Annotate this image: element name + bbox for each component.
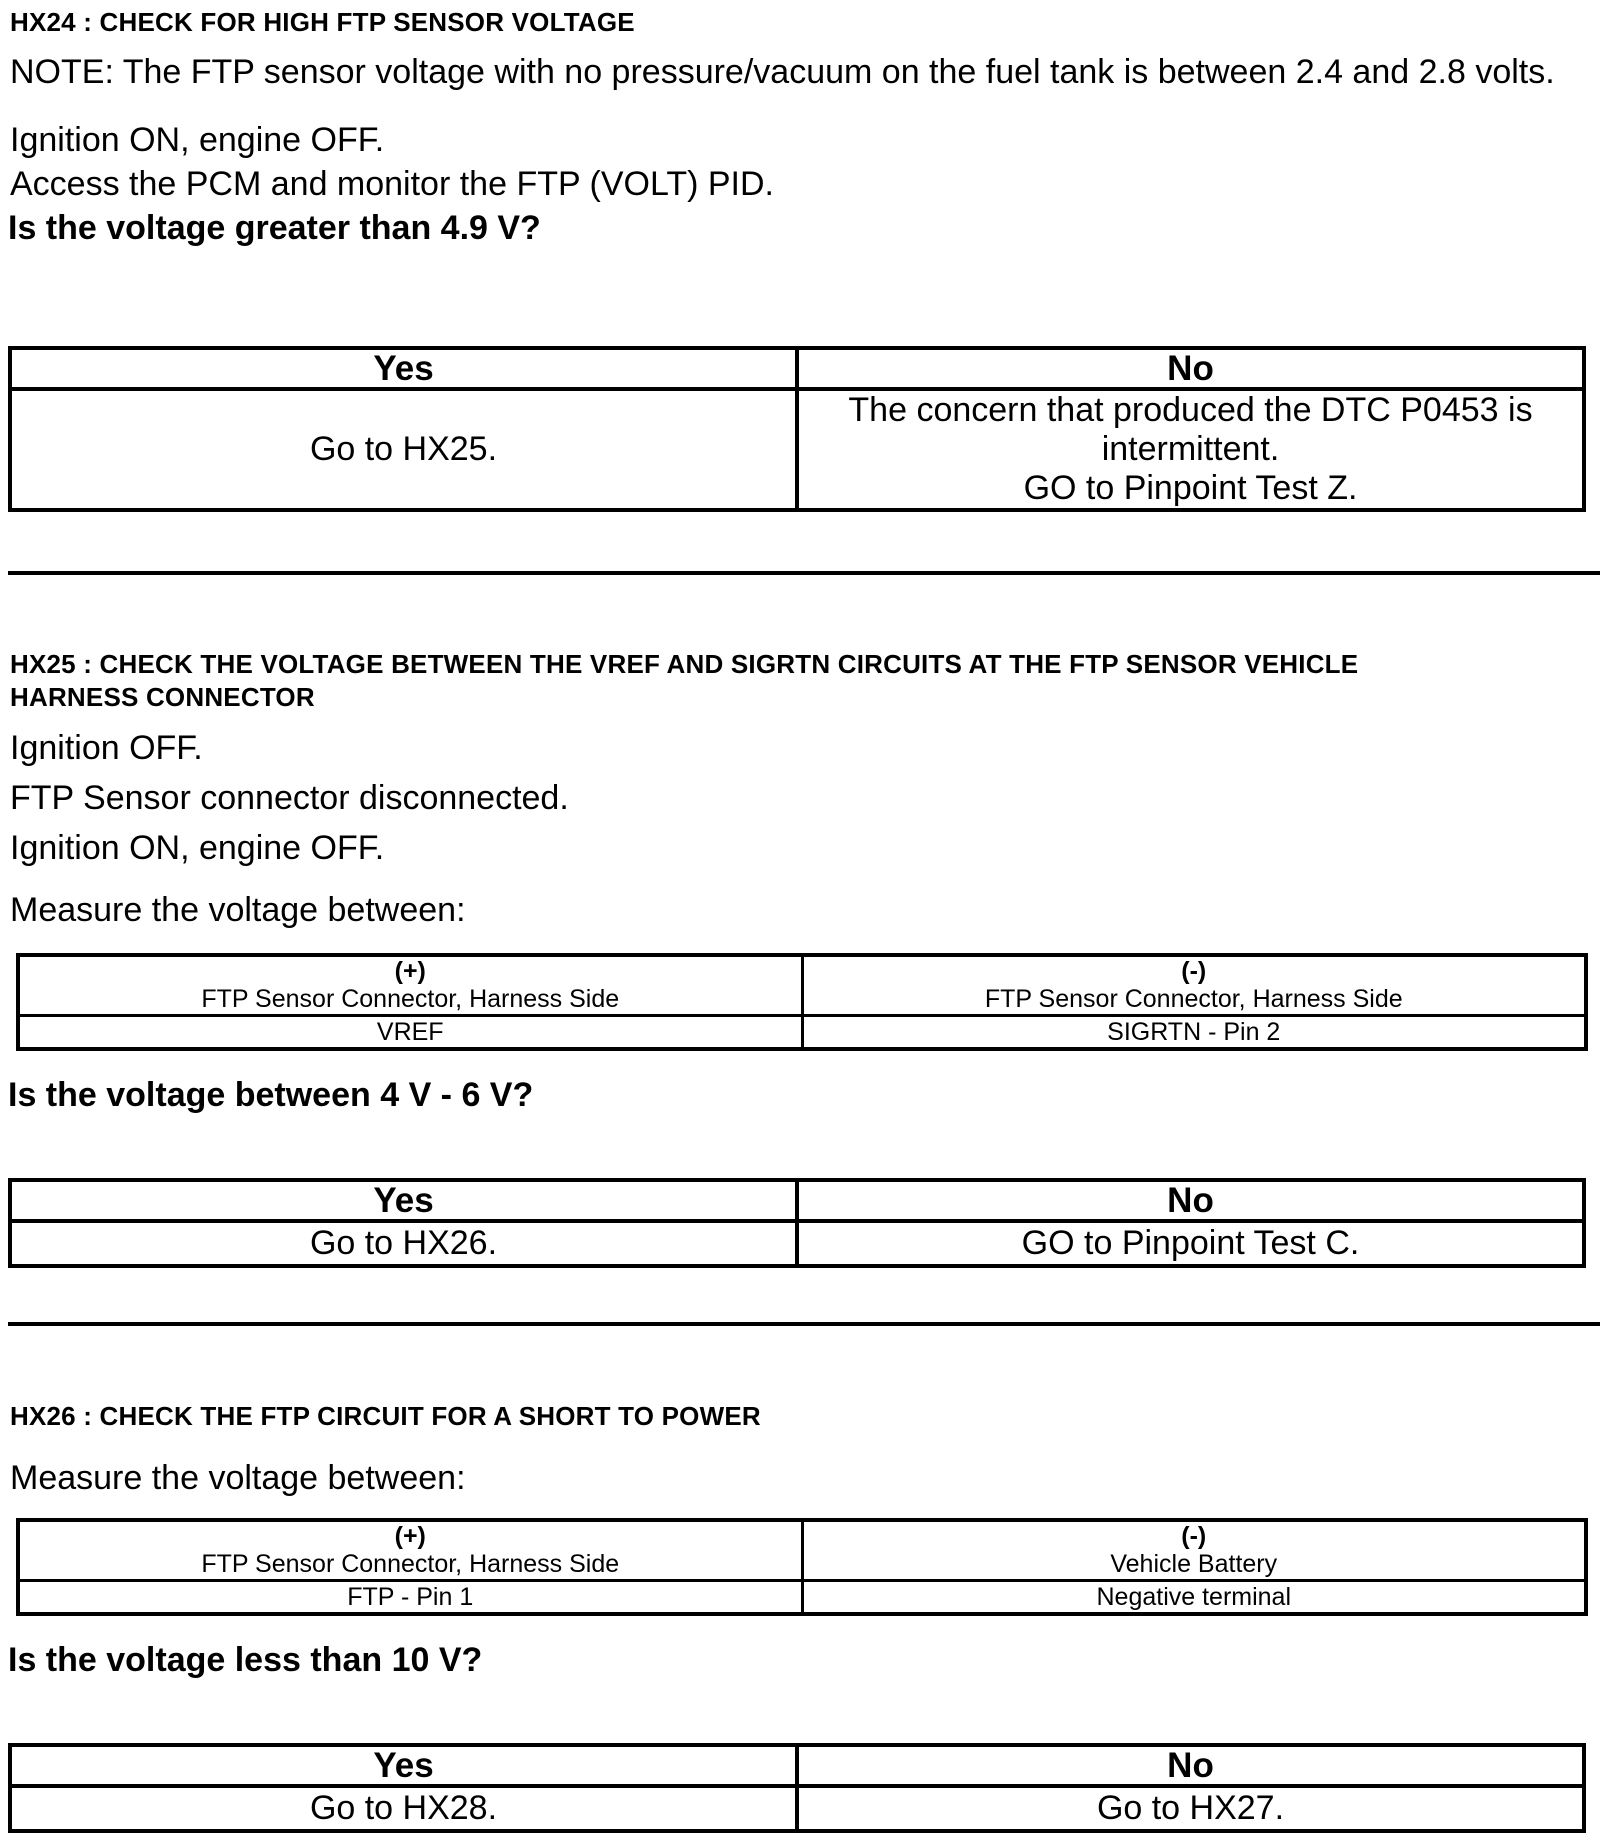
step-hx24-note: NOTE: The FTP sensor voltage with no pressure/vacuum on the fuel tank is between 2.4 and 2.8 volts. (10, 53, 1555, 91)
no-header: No (797, 1745, 1584, 1786)
step-hx25-instruction: Ignition OFF. (10, 729, 203, 767)
no-action-line: GO to Pinpoint Test Z. (1023, 469, 1358, 507)
step-hx25-instruction: FTP Sensor connector disconnected. (10, 779, 569, 817)
step-hx25-instruction: Measure the voltage between: (10, 891, 466, 929)
positive-probe-point: VREF (18, 1015, 802, 1049)
section-divider (8, 1322, 1600, 1326)
step-hx24-instruction: Ignition ON, engine OFF. (10, 121, 385, 159)
step-hx25-title-line: HX25 : CHECK THE VOLTAGE BETWEEN THE VREF AND SIGRTN CIRCUITS AT THE FTP SENSOR VEHICLE (10, 649, 1359, 679)
negative-probe-location: FTP Sensor Connector, Harness Side (984, 985, 1403, 1014)
positive-sign: (+) (394, 1522, 426, 1551)
no-action: GO to Pinpoint Test C. (797, 1221, 1584, 1266)
negative-sign: (-) (1181, 1522, 1207, 1551)
positive-sign: (+) (394, 957, 426, 986)
step-hx24-instruction: Access the PCM and monitor the FTP (VOLT) PID. (10, 165, 774, 203)
step-hx25-measure-table (16, 953, 1588, 1051)
positive-probe-header (18, 1520, 802, 1580)
no-header: No (797, 1180, 1584, 1221)
positive-probe-location: FTP Sensor Connector, Harness Side (201, 1550, 620, 1579)
positive-probe-location: FTP Sensor Connector, Harness Side (201, 985, 620, 1014)
negative-probe-point: SIGRTN - Pin 2 (802, 1015, 1586, 1049)
step-hx26-result-table (8, 1743, 1586, 1833)
no-header: No (797, 348, 1584, 389)
step-hx24-question: Is the voltage greater than 4.9 V? (8, 209, 541, 247)
yes-header: Yes (10, 1180, 797, 1221)
step-hx25-question: Is the voltage between 4 V - 6 V? (8, 1076, 534, 1114)
step-hx26-question: Is the voltage less than 10 V? (8, 1641, 483, 1679)
yes-action: Go to HX25. (10, 389, 797, 510)
negative-sign: (-) (1181, 957, 1207, 986)
yes-header: Yes (10, 348, 797, 389)
yes-action: Go to HX26. (10, 1221, 797, 1266)
negative-probe-location: Vehicle Battery (1110, 1550, 1278, 1579)
yes-action: Go to HX28. (10, 1786, 797, 1831)
yes-header: Yes (10, 1745, 797, 1786)
step-hx26-instruction: Measure the voltage between: (10, 1459, 466, 1497)
negative-probe-point: Negative terminal (802, 1580, 1586, 1614)
no-action-line: intermittent. (1101, 430, 1280, 468)
step-hx25-title (10, 648, 1590, 714)
step-hx25-result-table (8, 1178, 1586, 1268)
no-action (797, 389, 1584, 510)
step-hx25-instruction: Ignition ON, engine OFF. (10, 829, 385, 867)
positive-probe-header (18, 955, 802, 1015)
no-action-line: The concern that produced the DTC P0453 is (848, 391, 1533, 429)
step-hx26-measure-table (16, 1518, 1588, 1616)
section-divider (8, 571, 1600, 575)
step-hx24-title: HX24 : CHECK FOR HIGH FTP SENSOR VOLTAGE (10, 7, 635, 37)
step-hx26-title: HX26 : CHECK THE FTP CIRCUIT FOR A SHORT TO POWER (10, 1401, 761, 1431)
no-action: Go to HX27. (797, 1786, 1584, 1831)
negative-probe-header (802, 955, 1586, 1015)
step-hx24-result-table (8, 346, 1586, 512)
step-hx25-title-line: HARNESS CONNECTOR (10, 682, 315, 712)
negative-probe-header (802, 1520, 1586, 1580)
positive-probe-point: FTP - Pin 1 (18, 1580, 802, 1614)
